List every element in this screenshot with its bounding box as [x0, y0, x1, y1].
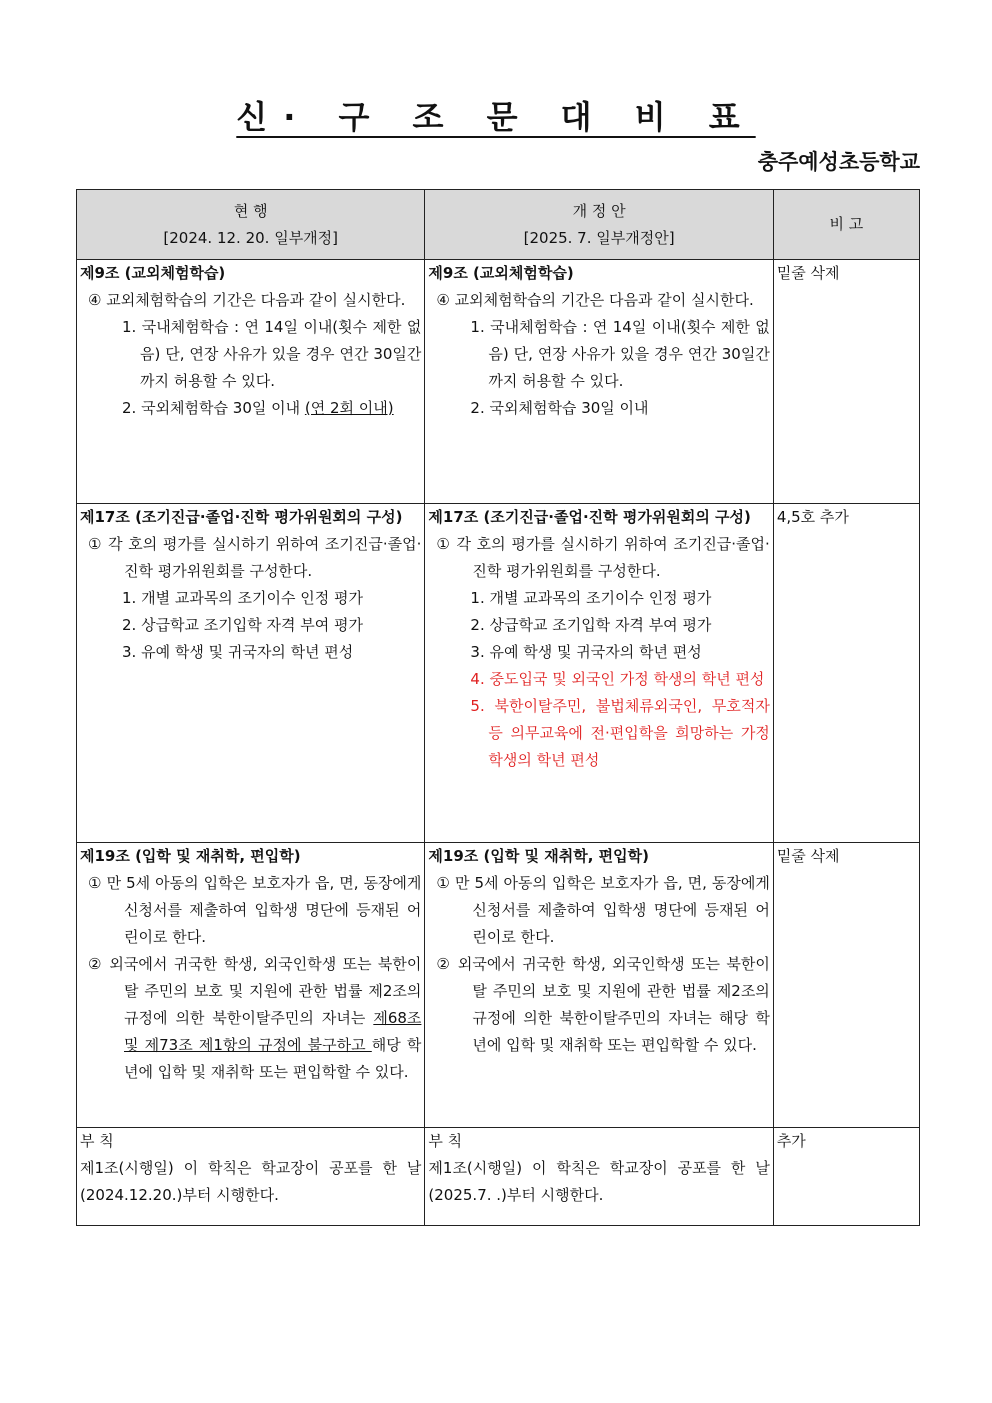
- cell-revised: [425, 1128, 773, 1226]
- table-row: [77, 260, 920, 504]
- cell-revised: [425, 843, 773, 1128]
- paragraph: ① 만 5세 아동의 입학은 보호자가 읍, 면, 동장에게 신청서를 제출하여 입학생 명단에 등재된 어린이로 한다.: [88, 874, 422, 946]
- paragraph: ④ 교외체험학습의 기간은 다음과 같이 실시한다.: [436, 291, 754, 309]
- list-item: 2. 상급학교 조기입학 자격 부여 평가: [470, 616, 712, 634]
- list-item: 1. 개별 교과목의 조기이수 인정 평가: [470, 589, 712, 607]
- list-item: 1. 국내체험학습 : 연 14일 이내(횟수 제한 없음) 단, 연장 사유가 있을 경우 연간 30일간까지 허용할 수 있다.: [122, 318, 422, 390]
- list-item: 2. 상급학교 조기입학 자격 부여 평가: [122, 616, 364, 634]
- article-title: 제9조 (교외체험학습): [428, 264, 574, 282]
- supplementary-title: 부 칙: [80, 1132, 114, 1150]
- cell-revised: [425, 260, 773, 504]
- remark-text: 4,5호 추가: [776, 508, 849, 526]
- cell-remarks: [773, 260, 919, 504]
- paragraph: ② 외국에서 귀국한 학생, 외국인학생 또는 북한이탈 주민의 보호 및 지원에 관한 법률 제2조의 규정에 의한 북한이탈주민의 자녀는 해당 학년에 입학 및 재취학 또는 편입학할 수 있다.: [436, 955, 770, 1054]
- paragraph: ④ 교외체험학습의 기간은 다음과 같이 실시한다.: [88, 291, 406, 309]
- paragraph: ① 각 호의 평가를 실시하기 위하여 조기진급·졸업·진학 평가위원회를 구성한다.: [436, 535, 770, 580]
- remark-text: 추가: [776, 1132, 806, 1150]
- underlined-text: (연 2회 이내): [304, 399, 394, 417]
- comparison-table: [76, 189, 920, 1226]
- cell-current: [77, 260, 425, 504]
- supplementary-text: 제1조(시행일) 이 학칙은 학교장이 공포를 한 날(2024.12.20.)부터 시행한다.: [80, 1159, 422, 1204]
- table-header-row: [77, 190, 920, 260]
- cell-current: [77, 843, 425, 1128]
- cell-revised: [425, 504, 773, 843]
- header-current-date: [2024. 12. 20. 일부개정]: [163, 228, 339, 247]
- added-list-item: 5. 북한이탈주민, 불법체류외국인, 무호적자 등 의무교육에 전·편입학을 희망하는 가정 학생의 학년 편성: [470, 697, 770, 769]
- cell-remarks: [773, 843, 919, 1128]
- header-revised: [425, 190, 773, 260]
- table-row: [77, 504, 920, 843]
- article-title: 제19조 (입학 및 재취학, 편입학): [80, 847, 301, 865]
- header-remarks: 비 고: [773, 190, 919, 260]
- list-item: 3. 유예 학생 및 귀국자의 학년 편성: [470, 643, 702, 661]
- underlined-text: 제68조 및 제73조 제1항의 규정에 불구하고: [124, 1009, 422, 1054]
- school-name: 충주예성초등학교: [757, 150, 920, 174]
- list-item: 1. 개별 교과목의 조기이수 인정 평가: [122, 589, 364, 607]
- cell-remarks: [773, 1128, 919, 1226]
- remark-text: 밑줄 삭제: [776, 847, 840, 865]
- cell-current: [77, 1128, 425, 1226]
- header-current-label: 현 행: [233, 201, 268, 220]
- list-item: 2. 국외체험학습 30일 이내: [470, 399, 649, 417]
- remark-text: 밑줄 삭제: [776, 264, 840, 282]
- list-item: 3. 유예 학생 및 귀국자의 학년 편성: [122, 643, 354, 661]
- cell-current: [77, 504, 425, 843]
- list-item: [80, 395, 421, 422]
- cell-remarks: [773, 504, 919, 843]
- article-title: 제17조 (조기진급·졸업·진학 평가위원회의 구성): [428, 508, 751, 526]
- paragraph-text: 해당 학년에 입학 및 재취학 또는 편입학할 수 있다.: [124, 1036, 422, 1081]
- paragraph-text: ② 외국에서 귀국한 학생, 외국인학생 또는 북한이탈 주민의 보호 및 지원에 관한 법률 제2조의 규정에 의한 북한이탈주민의 자녀는: [88, 955, 422, 1027]
- paragraph: [80, 951, 421, 1086]
- article-title: 제17조 (조기진급·졸업·진학 평가위원회의 구성): [80, 508, 403, 526]
- paragraph: ① 만 5세 아동의 입학은 보호자가 읍, 면, 동장에게 신청서를 제출하여 입학생 명단에 등재된 어린이로 한다.: [436, 874, 770, 946]
- list-item: 1. 국내체험학습 : 연 14일 이내(횟수 제한 없음) 단, 연장 사유가 있을 경우 연간 30일간까지 허용할 수 있다.: [470, 318, 770, 390]
- paragraph: ① 각 호의 평가를 실시하기 위하여 조기진급·졸업·진학 평가위원회를 구성한다.: [88, 535, 422, 580]
- added-list-item: 4. 중도입국 및 외국인 가정 학생의 학년 편성: [470, 670, 765, 688]
- article-title: 제9조 (교외체험학습): [80, 264, 226, 282]
- document-title: 신· 구 조 문 대 비 표: [236, 98, 756, 136]
- supplementary-title: 부 칙: [428, 1132, 463, 1150]
- header-revised-label: 개 정 안: [572, 201, 626, 220]
- header-revised-date: [2025. 7. 일부개정안]: [523, 228, 675, 247]
- article-title: 제19조 (입학 및 재취학, 편입학): [428, 847, 649, 865]
- header-current: [77, 190, 425, 260]
- table-row: [77, 1128, 920, 1226]
- table-row: [77, 843, 920, 1128]
- supplementary-text: 제1조(시행일) 이 학칙은 학교장이 공포를 한 날(2025.7. .)부터 시행한다.: [428, 1159, 770, 1204]
- item-text: 2. 국외체험학습 30일 이내: [122, 399, 305, 417]
